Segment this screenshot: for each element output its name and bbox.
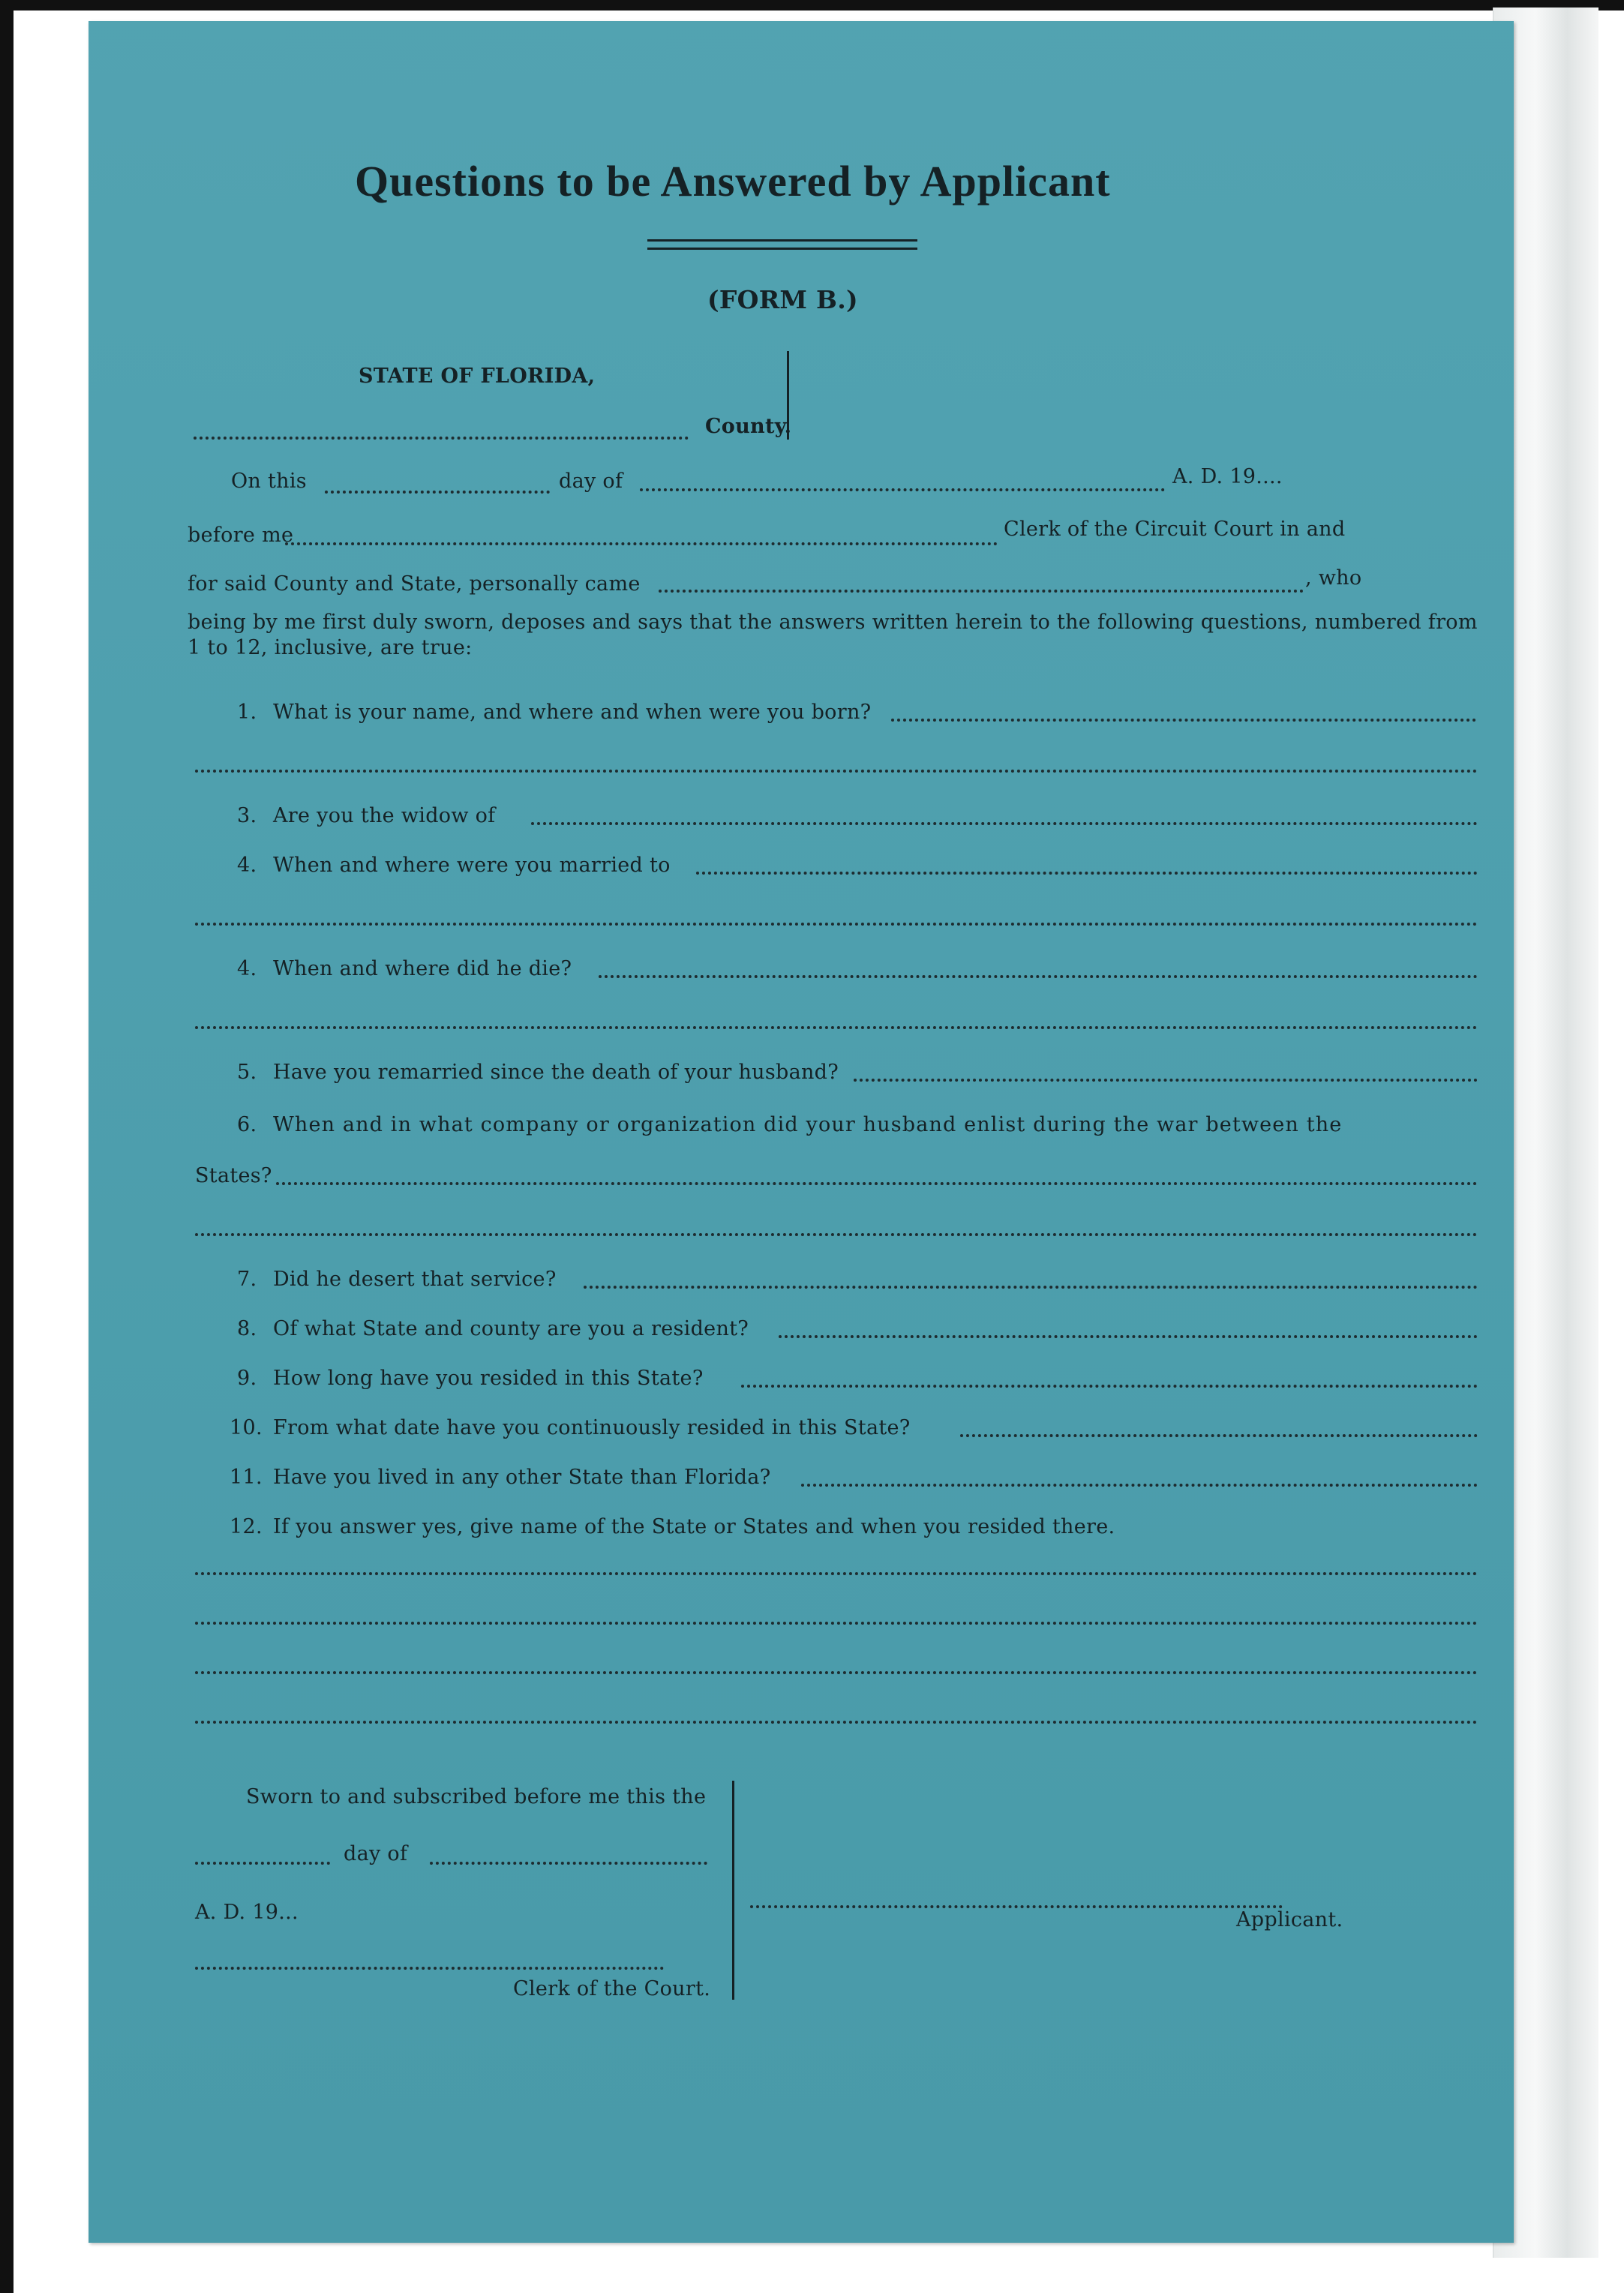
form-paper <box>89 21 1514 2243</box>
jurat-month-blank[interactable] <box>430 1862 707 1865</box>
q8-number: 8. <box>237 1317 257 1340</box>
who-label: , who <box>1305 566 1362 590</box>
q4b-text: When and where did he die? <box>273 957 572 980</box>
q6-text: When and in what company or organization did your husband enlist during the war between the <box>273 1113 1343 1136</box>
q11-answer-line[interactable] <box>801 1484 1478 1487</box>
q10-text: From what date have you continuously resided in this State? <box>273 1416 911 1439</box>
q12-answer-line-3[interactable] <box>195 1671 1478 1674</box>
person-blank[interactable] <box>659 590 1304 593</box>
form-label: (FORM B.) <box>707 285 858 314</box>
q5-answer-line[interactable] <box>854 1079 1478 1082</box>
q5-number: 5. <box>237 1061 257 1084</box>
q11-text: Have you lived in any other State than Florida? <box>273 1466 771 1489</box>
state-label: STATE OF FLORIDA, <box>359 365 596 388</box>
q6-answer-line-2[interactable] <box>195 1233 1478 1236</box>
title-rule-bottom <box>647 248 917 250</box>
ad-19-label: A. D. 19.... <box>1172 465 1283 488</box>
q12-answer-line-2[interactable] <box>195 1622 1478 1625</box>
q12-text: If you answer yes, give name of the State or States and when you resided there. <box>273 1515 1115 1538</box>
day-of-label: day of <box>559 470 623 493</box>
q4a-answer-line[interactable] <box>696 872 1478 875</box>
q8-answer-line[interactable] <box>779 1335 1478 1338</box>
scan-top-edge <box>0 0 1624 11</box>
clerk-circuit-label: Clerk of the Circuit Court in and <box>1004 518 1346 541</box>
county-blank[interactable] <box>194 437 689 440</box>
clerk-signature-line[interactable] <box>195 1967 664 1970</box>
q3-answer-line[interactable] <box>531 822 1478 825</box>
q1-answer-line-2[interactable] <box>195 770 1478 773</box>
applicant-label: Applicant. <box>1236 1908 1343 1931</box>
q4a-text: When and where were you married to <box>273 854 671 877</box>
q5-text: Have you remarried since the death of your husband? <box>273 1061 839 1084</box>
q9-answer-line[interactable] <box>741 1385 1478 1388</box>
officer-blank[interactable] <box>285 542 998 545</box>
jurat-day-blank[interactable] <box>195 1862 330 1865</box>
q1-answer-line[interactable] <box>891 719 1476 722</box>
q12-answer-line-1[interactable] <box>195 1572 1478 1575</box>
on-this-label: On this <box>231 470 307 493</box>
jurat-ad-label: A. D. 19... <box>195 1901 299 1924</box>
applicant-signature-line[interactable] <box>750 1905 1283 1908</box>
county-brace <box>787 351 789 440</box>
q6-answer-line[interactable] <box>276 1182 1478 1185</box>
sworn-before-label: Sworn to and subscribed before me this the <box>246 1785 707 1808</box>
q3-text: Are you the widow of <box>273 804 496 827</box>
q4b-answer-line-2[interactable] <box>195 1026 1478 1029</box>
clerk-court-label: Clerk of the Court. <box>513 1977 711 2000</box>
q6-continuation: States? <box>195 1164 272 1187</box>
q11-number: 11. <box>230 1466 263 1489</box>
q4b-answer-line[interactable] <box>599 975 1478 978</box>
day-blank[interactable] <box>325 491 550 494</box>
q4b-number: 4. <box>237 957 257 980</box>
q4a-answer-line-2[interactable] <box>195 923 1478 926</box>
q3-number: 3. <box>237 804 257 827</box>
jurat-brace <box>732 1781 734 2000</box>
before-me-label: before me <box>188 524 294 547</box>
title-rule-top <box>647 239 917 242</box>
scan-left-edge <box>0 0 14 2293</box>
q1-text: What is your name, and where and when were you born? <box>273 701 872 724</box>
q10-number: 10. <box>230 1416 263 1439</box>
q6-number: 6. <box>237 1113 257 1136</box>
jurat-day-of-label: day of <box>344 1842 408 1865</box>
q7-text: Did he desert that service? <box>273 1268 557 1291</box>
q1-number: 1. <box>237 701 257 724</box>
q7-number: 7. <box>237 1268 257 1291</box>
q12-answer-line-4[interactable] <box>195 1721 1478 1724</box>
q8-text: Of what State and county are you a resident? <box>273 1317 749 1340</box>
q12-number: 12. <box>230 1515 263 1538</box>
q9-number: 9. <box>237 1367 257 1390</box>
sworn-paragraph: being by me first duly sworn, deposes and says that the answers written herein to the following questions, numbered from 1 to 12, inclusive, are true: <box>188 611 1478 659</box>
q9-text: How long have you resided in this State? <box>273 1367 704 1390</box>
month-blank[interactable] <box>640 488 1165 491</box>
page-title: Questions to be Answered by Applicant <box>355 157 1111 206</box>
q10-answer-line[interactable] <box>960 1434 1478 1437</box>
for-said-label: for said County and State, personally came <box>188 572 641 596</box>
county-label: County. <box>705 415 792 438</box>
q7-answer-line[interactable] <box>584 1286 1478 1289</box>
q4a-number: 4. <box>237 854 257 877</box>
